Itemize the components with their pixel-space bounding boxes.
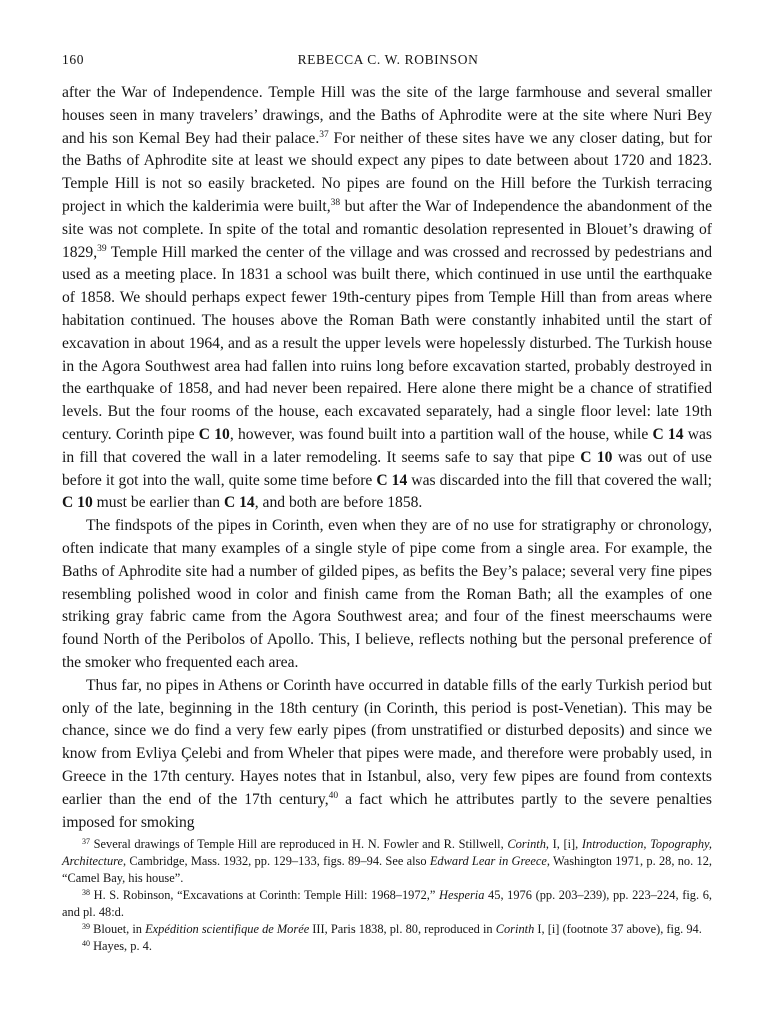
footnote-italic: Corinth	[507, 837, 546, 851]
p1-text-f: was in fill that covered the wall in a later remodeling. It seems safe to say that pipe	[62, 425, 712, 466]
pipe-id-c14: C 14	[376, 471, 408, 489]
p1-text-d: Temple Hill marked the center of the village and was crossed and recrossed by pedestrians and used as a meeting place. In 1831 a school was built there, which continued in use until the earthquake of 1858. We should perhaps expect fewer 19th-century pipes from Temple Hill than from areas where habitation continued. The houses above the Roman Bath were constantly inhabited until the start of excavation in about 1964, and as a result the upper levels were hopelessly disturbed. The Turkish house in the Agora Southwest area had fallen into ruins long before excavation started, probably destroyed in the earthquake of 1858, and had never been repaired. Here alone there might be a chance of stratified levels. But the four rooms of the house, each excavated separately, had a single floor level: late 19th century. Corinth pipe	[62, 243, 712, 443]
pipe-id-c10: C 10	[580, 448, 613, 466]
footnote-italic: Introduction, Topography, Architecture	[62, 837, 712, 868]
footnote-number: 40	[82, 939, 90, 948]
footnote-ref-39: 39	[97, 243, 107, 254]
footnote-number: 38	[82, 888, 90, 897]
page-header	[62, 52, 714, 70]
footnotes	[62, 836, 712, 955]
footnote-text: III, Paris 1838, pl. 80, reproduced in	[309, 922, 496, 936]
footnote-text: 45, 1976 (pp. 203–239), pp. 223–224, fig. 6, and pl. 48:d.	[62, 888, 712, 919]
footnote-ref-38: 38	[330, 197, 341, 208]
p1-text-e: , however, was found built into a partition wall of the house, while	[229, 425, 653, 443]
footnote-ref-40: 40	[328, 790, 339, 801]
footnote-text: , Cambridge, Mass. 1932, pp. 129–133, figs. 89–94. See also	[123, 854, 430, 868]
footnote-italic: Hesperia	[439, 888, 485, 902]
p1-text-j: , and both are before 1858.	[254, 494, 423, 512]
footnote-italic: Corinth	[495, 922, 535, 936]
p1-text-c: but after the War of Independence the abandonment of the site was not complete. In spite of the total and romantic desolation represented in Blouet’s drawing of 1829,	[62, 197, 712, 261]
footnote-text: , I, [i],	[545, 837, 582, 851]
running-head: REBECCA C. W. ROBINSON	[297, 52, 479, 67]
footnote-40	[62, 938, 712, 955]
footnote-text: H. S. Robinson, “Excavations at Corinth: Temple Hill: 1968–1972,”	[90, 888, 439, 902]
p1-text-i: must be earlier than	[92, 494, 224, 512]
footnote-37	[62, 836, 712, 887]
footnote-italic: Expédition scientifique de Morée	[145, 922, 310, 936]
footnote-text: Hayes, p. 4.	[90, 939, 152, 953]
p1-text-g: was out of use before it got into the wall, quite some time before	[62, 448, 712, 489]
p3-text-b: a fact which he attributes partly to the severe penalties imposed for smoking	[62, 790, 712, 831]
p1-text-a: after the War of Independence. Temple Hill was the site of the large farmhouse and several smaller houses seen in many travelers’ drawings, and the Baths of Aphrodite were at the site where Nuri Bey and his son Kemal Bey had their palace.	[62, 84, 712, 147]
p1-text-b: For neither of these sites have we any closer dating, but for the Baths of Aphrodite site at least we should expect any pipes to date between about 1720 and 1823. Temple Hill is not so easily bracketed. No pipes are found on the Hill before the Turkish terracing project in which the kalderimia were built,	[62, 129, 712, 215]
paragraph-3	[62, 675, 712, 835]
footnote-number: 37	[82, 837, 90, 846]
footnote-number: 39	[82, 922, 90, 931]
pipe-id-c14: C 14	[652, 425, 684, 443]
p1-text-h: was discarded into the fill that covered the wall;	[407, 471, 712, 489]
footnote-38	[62, 887, 712, 921]
pipe-id-c10: C 10	[62, 494, 93, 512]
footnote-text: , Washington 1971, p. 28, no. 12, “Camel Bay, his house”.	[62, 854, 713, 885]
footnote-39	[62, 921, 712, 938]
footnote-text: Blouet, in	[90, 922, 146, 936]
footnote-italic: Edward Lear in Greece	[429, 854, 547, 868]
footnote-ref-37: 37	[319, 129, 329, 140]
body-text	[62, 82, 712, 834]
p3-text-a: Thus far, no pipes in Athens or Corinth have occurred in datable fills of the early Turkish period but only of the late, beginning in the 18th century (in Corinth, this period is post-Venetian). This may be chance, since we do find a very few early pipes (from unstratified or disturbed deposits) and since we know from Evliya Çelebi and from Wheler that pipes were made, and therefore were probably used, in Greece in the 17th century. Hayes notes that in Istanbul, also, very few pipes are found from contexts earlier than the end of the 17th century,	[62, 676, 712, 808]
paragraph-1	[62, 82, 712, 515]
pipe-id-c10: C 10	[198, 425, 230, 443]
footnote-text: Several drawings of Temple Hill are reproduced in H. N. Fowler and R. Stillwell,	[90, 837, 508, 851]
footnote-text: I, [i] (footnote 37 above), fig. 94.	[534, 922, 702, 936]
page-number: 160	[62, 52, 85, 67]
pipe-id-c14: C 14	[223, 494, 255, 512]
paragraph-2: The findspots of the pipes in Corinth, even when they are of no use for stratigraphy or chronology, often indicate that many examples of a single style of pipe come from a single area. For example, the Baths of Aphrodite site had a number of gilded pipes, as befits the Bey’s palace; several very fine pipes resembling polished wood in color and finish came from the Roman Bath; all the examples of one striking gray fabric came from the Agora Southwest area; and four of the finest meerschaums were found North of the Peribolos of Apollo. This, I believe, reflects nothing but the personal preference of the smoker who frequented each area.	[62, 517, 712, 671]
